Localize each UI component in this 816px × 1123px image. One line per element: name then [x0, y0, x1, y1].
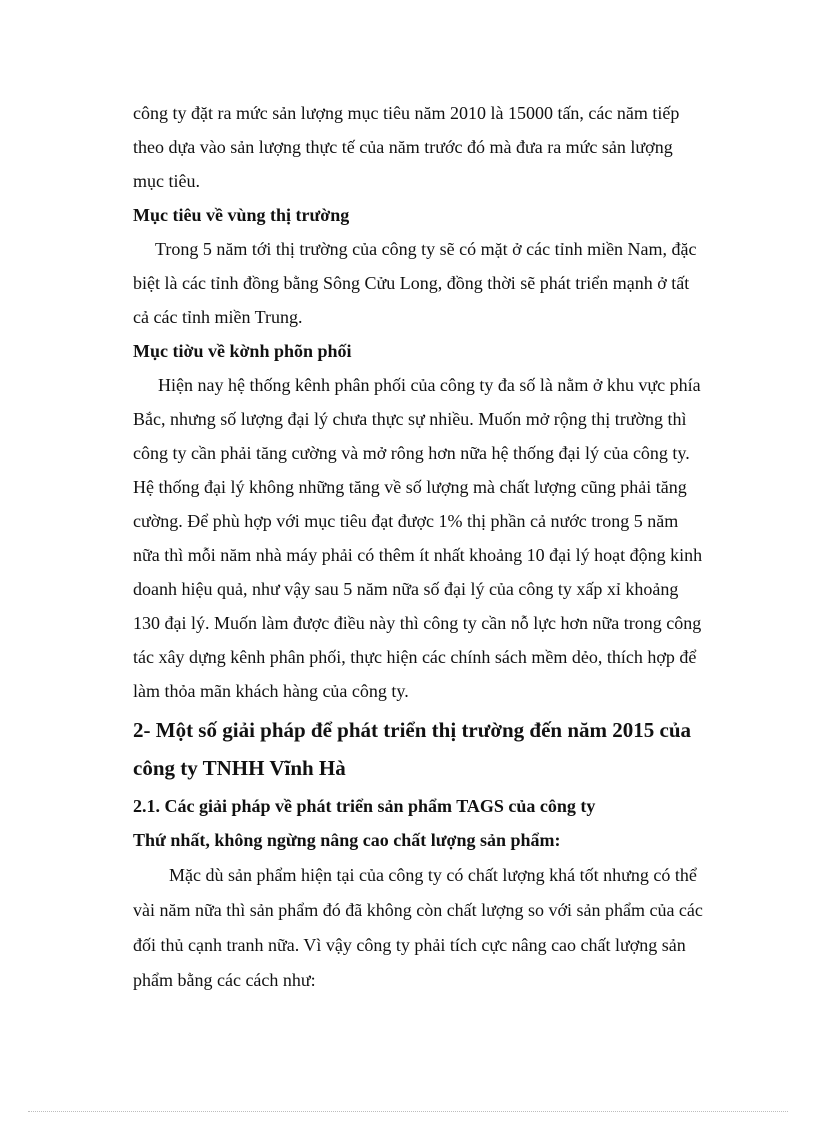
- para3-line-9: tác xây dựng kênh phân phối, thực hiện các chính sách mềm dẻo, thích hợp để: [133, 647, 697, 667]
- para3-line-10: làm thỏa mãn khách hàng của công ty.: [133, 681, 409, 701]
- para3-line-2: Bắc, nhưng số lượng đại lý chưa thực sự nhiều. Muốn mở rộng thị trường thì: [133, 409, 687, 429]
- heading-market-area: Mục tiêu về vùng thị trường: [133, 205, 350, 225]
- para1-line-1: công ty đặt ra mức sản lượng mục tiêu năm 2010 là 15000 tấn, các năm tiếp: [133, 103, 680, 123]
- subsection-2-1-title: 2.1. Các giải pháp về phát triển sản phẩm TAGS của công ty: [133, 796, 596, 816]
- heading-first: Thứ nhất, không ngừng nâng cao chất lượng sản phẩm:: [133, 830, 561, 850]
- para1-line-2: theo dựa vào sản lượng thực tế của năm trước đó mà đưa ra mức sản lượng: [133, 137, 673, 157]
- heading-distribution: Mục tiờu về kờnh phõn phối: [133, 341, 352, 361]
- para3-line-3: công ty cần phải tăng cường và mở rông hơn nữa hệ thống đại lý của công ty.: [133, 443, 690, 463]
- para1-line-3: mục tiêu.: [133, 171, 200, 191]
- para3-line-7: doanh hiệu quả, như vậy sau 5 năm nữa số đại lý của công ty xấp xỉ khoảng: [133, 579, 679, 599]
- section-2-title-line-1: 2- Một số giải pháp để phát triển thị trường đến năm 2015 của: [133, 718, 692, 742]
- para2-line-1: Trong 5 năm tới thị trường của công ty sẽ có mặt ở các tỉnh miền Nam, đặc: [155, 239, 697, 259]
- para2-line-2: biệt là các tỉnh đồng bằng Sông Cửu Long, đồng thời sẽ phát triển mạnh ở tất: [133, 273, 690, 293]
- para3-line-6: nữa thì mỗi năm nhà máy phải có thêm ít nhất khoảng 10 đại lý hoạt động kinh: [133, 545, 703, 565]
- para4-line-4: phẩm bằng các cách như:: [133, 970, 316, 990]
- para4-line-3: đối thủ cạnh tranh nữa. Vì vậy công ty phải tích cực nâng cao chất lượng sản: [133, 935, 686, 955]
- para2-line-3: cả các tỉnh miền Trung.: [133, 307, 303, 327]
- para3-line-1: Hiện nay hệ thống kênh phân phối của công ty đa số là nằm ở khu vực phía: [158, 375, 701, 395]
- para4-line-2: vài năm nữa thì sản phẩm đó đã không còn chất lượng so với sản phẩm của các: [133, 900, 703, 920]
- footer-divider: [28, 1111, 788, 1112]
- para3-line-8: 130 đại lý. Muốn làm được điều này thì công ty cần nỗ lực hơn nữa trong công: [133, 613, 702, 633]
- section-2-title-line-2: công ty TNHH Vĩnh Hà: [133, 756, 346, 780]
- para3-line-4: Hệ thống đại lý không những tăng về số lượng mà chất lượng cũng phải tăng: [133, 477, 687, 497]
- para3-line-5: cường. Để phù hợp với mục tiêu đạt được 1% thị phần cả nước trong 5 năm: [133, 511, 679, 531]
- para4-line-1: Mặc dù sản phẩm hiện tại của công ty có chất lượng khá tốt nhưng có thể: [169, 865, 697, 885]
